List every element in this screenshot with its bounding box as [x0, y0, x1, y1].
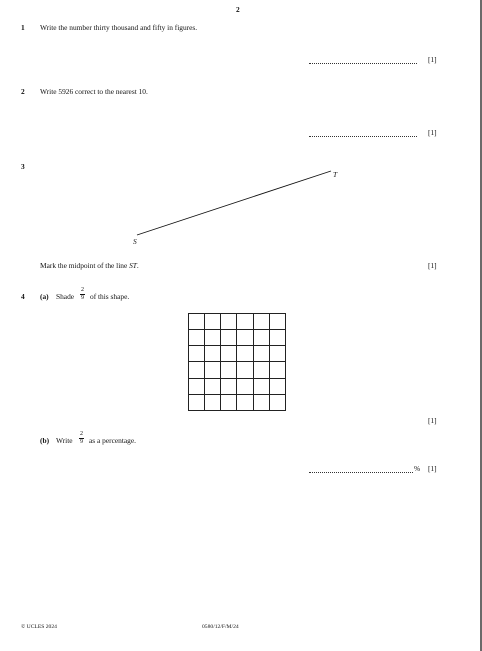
part-b-text-after: as a percentage. — [89, 436, 136, 445]
grid-cell[interactable] — [205, 362, 221, 378]
grid-cell[interactable] — [205, 379, 221, 395]
question-1-number: 1 — [21, 23, 25, 32]
grid-cell[interactable] — [221, 379, 237, 395]
grid-cell[interactable] — [221, 330, 237, 346]
grid-cell[interactable] — [237, 362, 253, 378]
part-a-mark: [1] — [428, 416, 437, 425]
question-1-text: Write the number thirty thousand and fifty in figures. — [40, 23, 198, 32]
grid-cell[interactable] — [254, 362, 270, 378]
point-s-label: S — [133, 237, 137, 246]
part-b-fraction-denominator: 9 — [80, 439, 83, 445]
question-2-number: 2 — [21, 87, 25, 96]
question-4-number: 4 — [21, 292, 25, 301]
grid-cell[interactable] — [270, 379, 286, 395]
grid-cell[interactable] — [221, 362, 237, 378]
question-2-text: Write 5926 correct to the nearest 10. — [40, 87, 148, 96]
line-st[interactable] — [137, 171, 331, 235]
part-b-answer-line[interactable] — [309, 472, 413, 473]
footer-paper-code: 0580/12/F/M/24 — [202, 624, 239, 630]
question-1-mark: [1] — [428, 55, 437, 64]
page-number: 2 — [236, 5, 240, 14]
grid-cell[interactable] — [254, 330, 270, 346]
part-b-mark: [1] — [428, 464, 437, 473]
question-3-number: 3 — [21, 162, 25, 171]
question-3-mark: [1] — [428, 261, 437, 270]
grid-cell[interactable] — [205, 395, 221, 411]
grid-cell[interactable] — [205, 330, 221, 346]
grid-cell[interactable] — [205, 314, 221, 330]
point-t-label: T — [333, 170, 338, 179]
part-b-percent-unit: % — [414, 464, 421, 473]
grid-cell[interactable] — [254, 379, 270, 395]
part-b-fraction-numerator: 2 — [80, 431, 83, 437]
shading-grid[interactable] — [188, 313, 286, 411]
grid-cell[interactable] — [254, 346, 270, 362]
grid-cell[interactable] — [254, 395, 270, 411]
grid-cell[interactable] — [237, 379, 253, 395]
part-a-fraction-numerator: 2 — [81, 287, 84, 293]
part-b-label: (b) — [40, 436, 50, 445]
question-3-text-start: Mark the midpoint of the line — [40, 261, 130, 270]
part-a-text-before: Shade — [56, 292, 75, 301]
line-name: ST — [129, 261, 137, 270]
question-3-text-end: . — [136, 261, 139, 270]
grid-cell[interactable] — [270, 314, 286, 330]
grid-cell[interactable] — [221, 314, 237, 330]
question-3-text — [40, 261, 139, 270]
part-a-label: (a) — [40, 292, 49, 301]
grid-cell[interactable] — [270, 346, 286, 362]
question-2-mark: [1] — [428, 128, 437, 137]
grid-cell[interactable] — [270, 362, 286, 378]
grid-cell[interactable] — [189, 346, 205, 362]
grid-cell[interactable] — [189, 379, 205, 395]
grid-cell[interactable] — [189, 362, 205, 378]
grid-cell[interactable] — [189, 330, 205, 346]
grid-cell[interactable] — [205, 346, 221, 362]
grid-cell[interactable] — [237, 314, 253, 330]
grid-cell[interactable] — [237, 346, 253, 362]
part-a-fraction — [80, 287, 85, 301]
grid-cell[interactable] — [237, 330, 253, 346]
part-b-text-before: Write — [56, 436, 73, 445]
grid-cell[interactable] — [270, 395, 286, 411]
grid-cell[interactable] — [270, 330, 286, 346]
grid-cell[interactable] — [254, 314, 270, 330]
grid-cell[interactable] — [189, 395, 205, 411]
part-b-fraction — [79, 431, 84, 445]
footer-copyright: © UCLES 2024 — [21, 624, 57, 630]
grid-cell[interactable] — [221, 395, 237, 411]
grid-cell[interactable] — [221, 346, 237, 362]
grid-cell[interactable] — [237, 395, 253, 411]
part-a-fraction-denominator: 9 — [81, 295, 84, 301]
part-a-text-after: of this shape. — [90, 292, 130, 301]
grid-cell[interactable] — [189, 314, 205, 330]
